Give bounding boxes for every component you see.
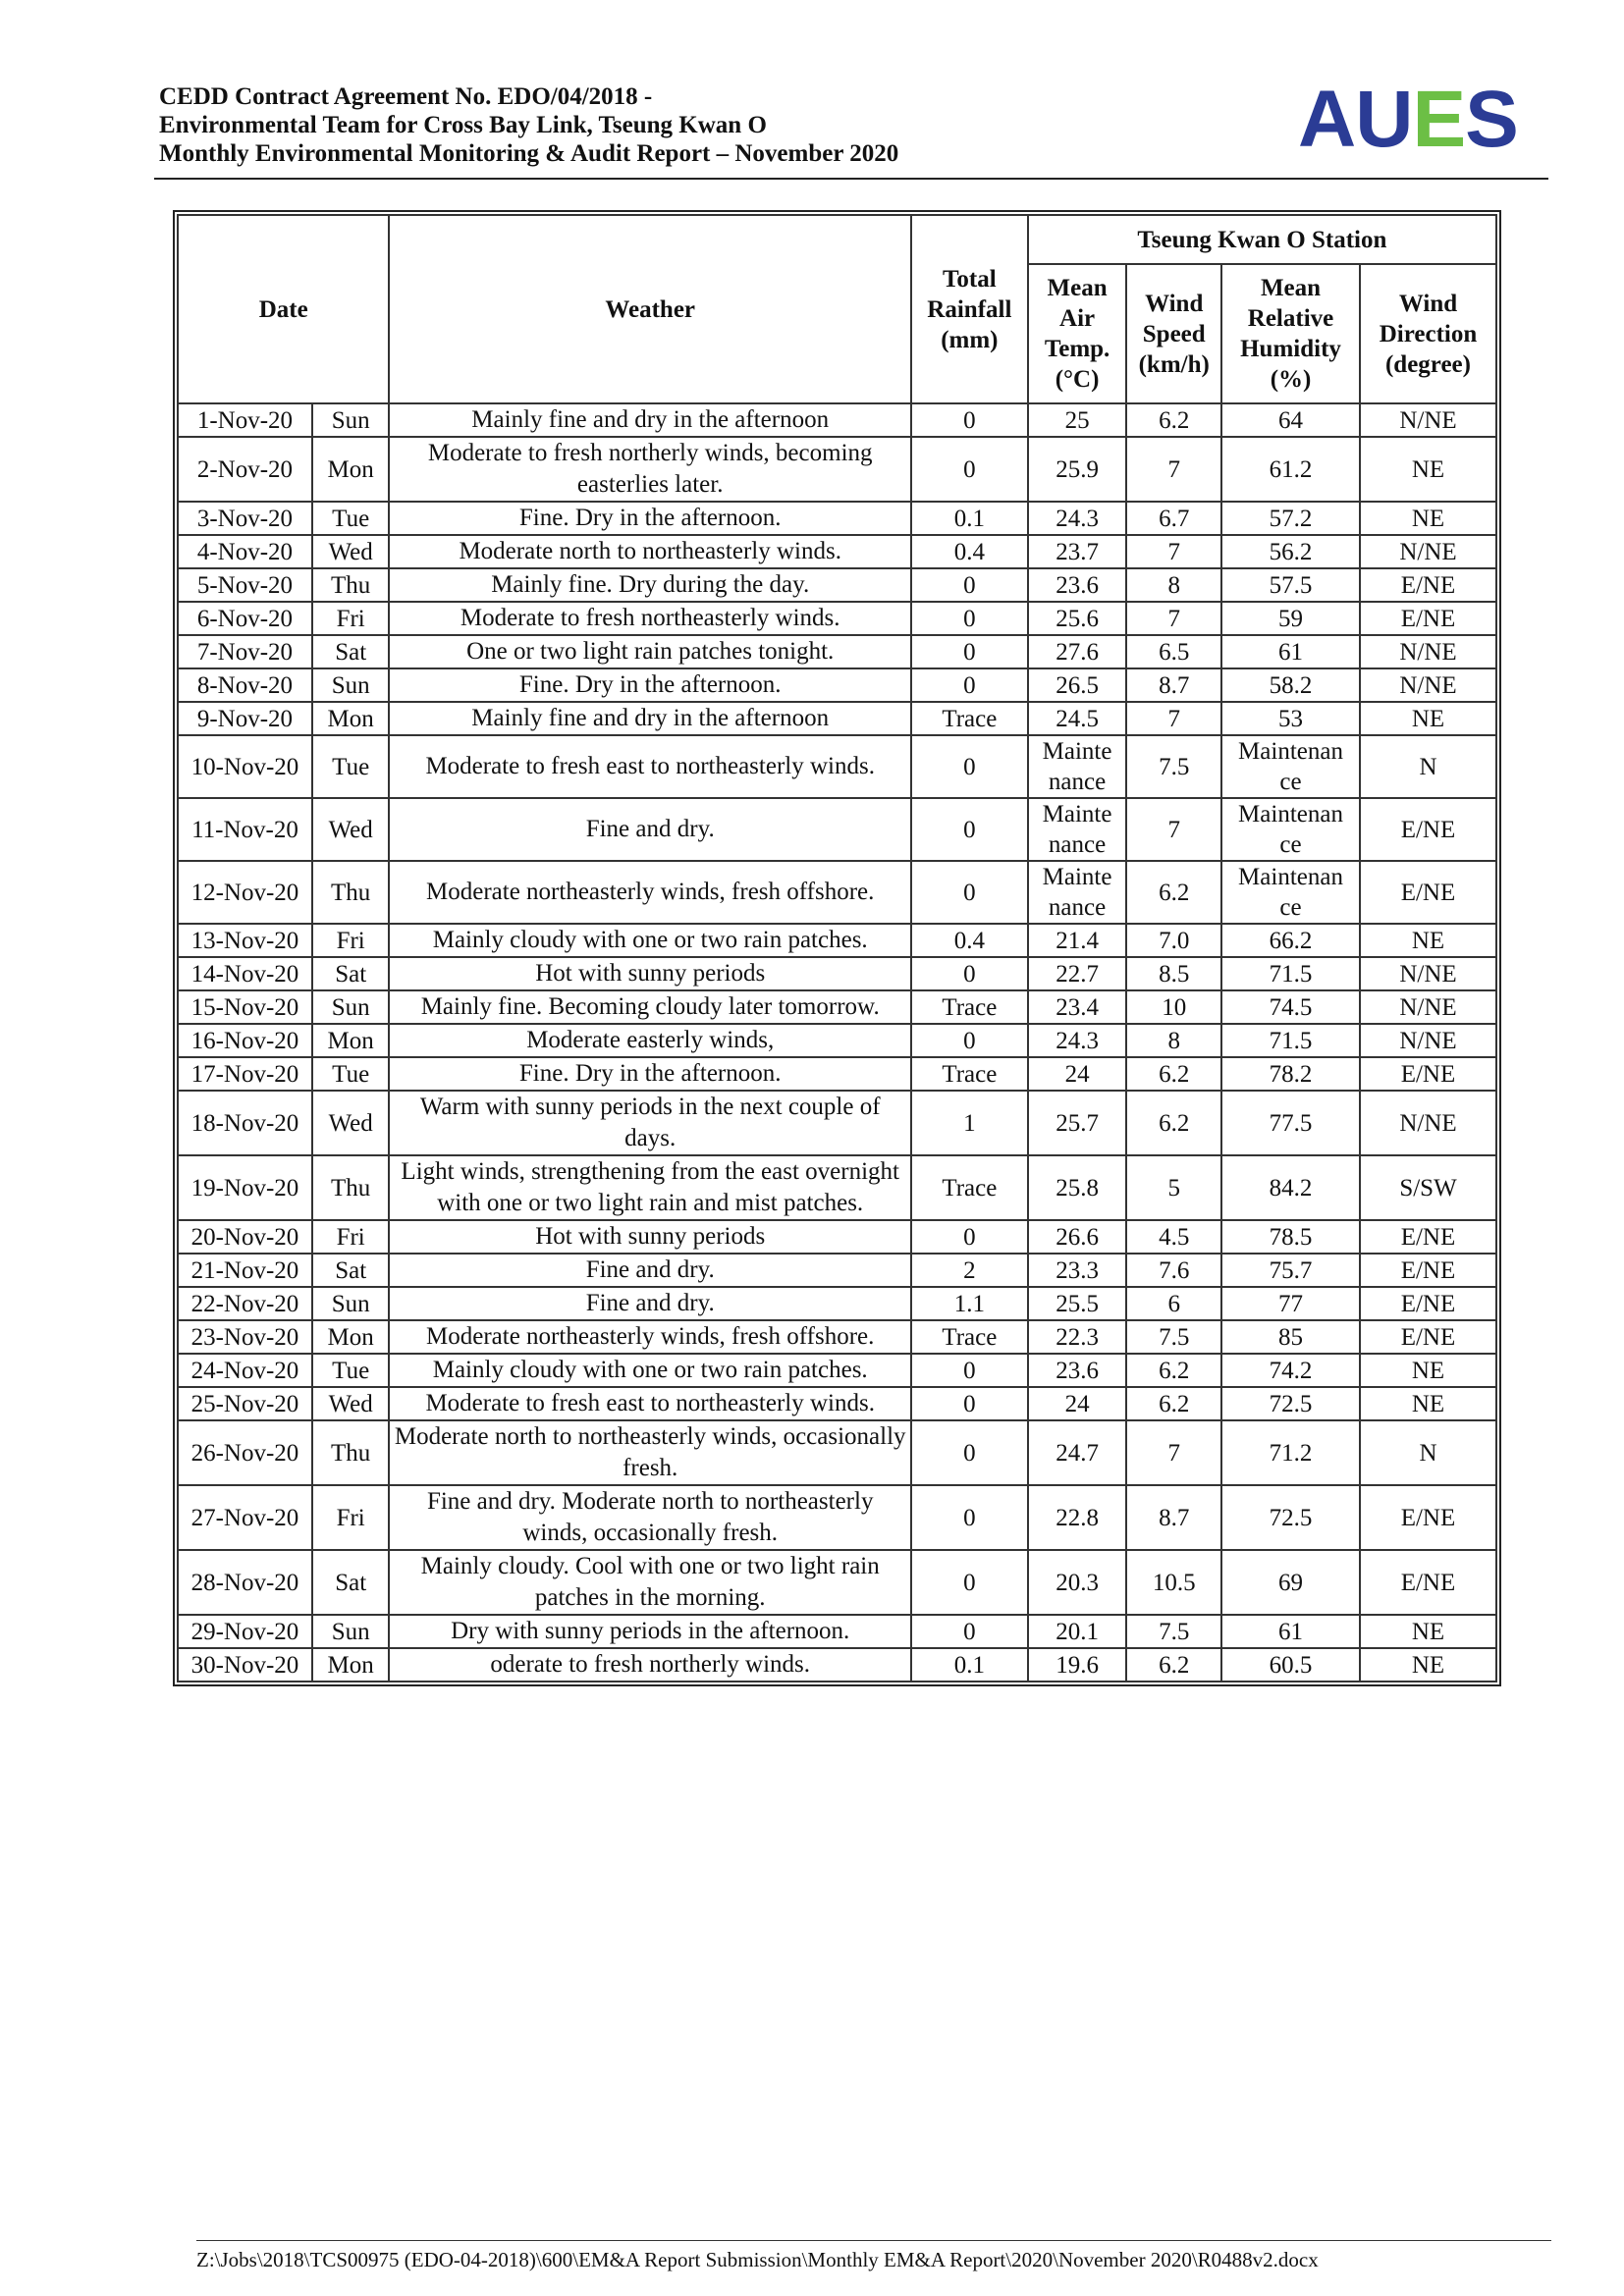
cell-wind-speed: 6 — [1126, 1287, 1221, 1320]
header-date: Date — [178, 215, 389, 403]
table-body — [178, 403, 1496, 1682]
cell-day: Wed — [312, 798, 390, 861]
table-row — [178, 924, 1496, 957]
header-station: Tseung Kwan O Station — [1028, 215, 1496, 264]
cell-humidity: 56.2 — [1221, 535, 1360, 568]
cell-temp: 24 — [1028, 1387, 1127, 1420]
cell-wind-direction: S/SW — [1360, 1155, 1496, 1220]
cell-weather: Fine and dry. — [389, 1254, 911, 1287]
cell-date: 25-Nov-20 — [178, 1387, 312, 1420]
cell-day: Wed — [312, 535, 390, 568]
cell-rainfall: 0 — [911, 1024, 1028, 1057]
cell-date: 8-Nov-20 — [178, 668, 312, 702]
cell-humidity: 84.2 — [1221, 1155, 1360, 1220]
table-row — [178, 1354, 1496, 1387]
cell-weather: Mainly cloudy with one or two rain patches. — [389, 924, 911, 957]
cell-rainfall: 1.1 — [911, 1287, 1028, 1320]
table-row — [178, 1254, 1496, 1287]
cell-weather: Fine and dry. Moderate north to northeasterly winds, occasionally fresh. — [389, 1485, 911, 1550]
cell-day: Sat — [312, 957, 390, 990]
cell-weather: Dry with sunny periods in the afternoon. — [389, 1615, 911, 1648]
table-row — [178, 1648, 1496, 1682]
cell-weather: Moderate easterly winds, — [389, 1024, 911, 1057]
header-wind-direction: Wind Direction (degree) — [1360, 264, 1496, 403]
cell-temp: 25.5 — [1028, 1287, 1127, 1320]
cell-date: 3-Nov-20 — [178, 502, 312, 535]
cell-humidity: 61 — [1221, 1615, 1360, 1648]
cell-date: 15-Nov-20 — [178, 990, 312, 1024]
cell-wind-speed: 10.5 — [1126, 1550, 1221, 1615]
header-divider — [154, 178, 1548, 180]
cell-wind-direction: NE — [1360, 1648, 1496, 1682]
cell-day: Tue — [312, 1057, 390, 1091]
cell-temp: 20.1 — [1028, 1615, 1127, 1648]
cell-temp: 25.9 — [1028, 437, 1127, 502]
cell-weather: Fine. Dry in the afternoon. — [389, 502, 911, 535]
weather-table-frame — [173, 210, 1501, 1686]
cell-day: Tue — [312, 502, 390, 535]
cell-humidity: 78.5 — [1221, 1220, 1360, 1254]
cell-wind-speed: 4.5 — [1126, 1220, 1221, 1254]
cell-weather: Fine and dry. — [389, 1287, 911, 1320]
header-wind-speed: Wind Speed (km/h) — [1126, 264, 1221, 403]
footer-divider — [196, 2240, 1551, 2241]
cell-rainfall: 0 — [911, 1220, 1028, 1254]
table-row — [178, 403, 1496, 437]
cell-date: 29-Nov-20 — [178, 1615, 312, 1648]
cell-day: Thu — [312, 861, 390, 924]
table-row — [178, 861, 1496, 924]
cell-rainfall: 0 — [911, 1420, 1028, 1485]
cell-weather: Moderate to fresh northerly winds, becoming easterlies later. — [389, 437, 911, 502]
table-row — [178, 1220, 1496, 1254]
cell-rainfall: 0 — [911, 668, 1028, 702]
cell-wind-speed: 6.5 — [1126, 635, 1221, 668]
cell-temp: 26.5 — [1028, 668, 1127, 702]
header-humidity: Mean Relative Humidity (%) — [1221, 264, 1360, 403]
cell-date: 5-Nov-20 — [178, 568, 312, 602]
logo-text-part1: AU — [1298, 75, 1413, 164]
cell-date: 23-Nov-20 — [178, 1320, 312, 1354]
cell-humidity: 57.5 — [1221, 568, 1360, 602]
cell-day: Sat — [312, 635, 390, 668]
cell-wind-speed: 6.2 — [1126, 861, 1221, 924]
table-row — [178, 1024, 1496, 1057]
cell-wind-speed: 7 — [1126, 535, 1221, 568]
cell-weather: Moderate northeasterly winds, fresh offshore. — [389, 861, 911, 924]
cell-date: 19-Nov-20 — [178, 1155, 312, 1220]
cell-weather: Moderate to fresh northeasterly winds. — [389, 602, 911, 635]
cell-wind-speed: 7 — [1126, 1420, 1221, 1485]
logo-text-part2: E — [1412, 75, 1466, 164]
cell-wind-direction: N/NE — [1360, 535, 1496, 568]
cell-date: 24-Nov-20 — [178, 1354, 312, 1387]
cell-humidity: 74.2 — [1221, 1354, 1360, 1387]
cell-temp: 22.7 — [1028, 957, 1127, 990]
cell-rainfall: 0 — [911, 568, 1028, 602]
cell-humidity: 74.5 — [1221, 990, 1360, 1024]
table-row — [178, 735, 1496, 798]
cell-rainfall: 0 — [911, 735, 1028, 798]
cell-wind-speed: 8 — [1126, 1024, 1221, 1057]
cell-day: Fri — [312, 1220, 390, 1254]
cell-weather: Mainly cloudy. Cool with one or two light rain patches in the morning. — [389, 1550, 911, 1615]
cell-wind-speed: 7.5 — [1126, 735, 1221, 798]
cell-weather: Fine. Dry in the afternoon. — [389, 1057, 911, 1091]
table-row — [178, 990, 1496, 1024]
cell-humidity: 72.5 — [1221, 1387, 1360, 1420]
cell-wind-direction: N/NE — [1360, 403, 1496, 437]
cell-day: Sun — [312, 1287, 390, 1320]
cell-wind-speed: 7 — [1126, 798, 1221, 861]
cell-temp: Mainte nance — [1028, 735, 1127, 798]
cell-wind-direction: N/NE — [1360, 668, 1496, 702]
aues-logo — [1298, 75, 1518, 164]
cell-temp: 25.6 — [1028, 602, 1127, 635]
cell-day: Sun — [312, 668, 390, 702]
cell-rainfall: 0 — [911, 1485, 1028, 1550]
cell-wind-direction: N — [1360, 735, 1496, 798]
cell-weather: Mainly fine. Dry during the day. — [389, 568, 911, 602]
table-row — [178, 668, 1496, 702]
cell-humidity: 71.5 — [1221, 1024, 1360, 1057]
cell-day: Fri — [312, 602, 390, 635]
cell-wind-speed: 6.2 — [1126, 1057, 1221, 1091]
cell-rainfall: 0 — [911, 957, 1028, 990]
cell-date: 6-Nov-20 — [178, 602, 312, 635]
cell-date: 27-Nov-20 — [178, 1485, 312, 1550]
cell-rainfall: 0 — [911, 437, 1028, 502]
table-row — [178, 1320, 1496, 1354]
cell-date: 16-Nov-20 — [178, 1024, 312, 1057]
cell-date: 17-Nov-20 — [178, 1057, 312, 1091]
cell-day: Mon — [312, 1648, 390, 1682]
cell-wind-speed: 6.2 — [1126, 403, 1221, 437]
table-row — [178, 1550, 1496, 1615]
cell-date: 26-Nov-20 — [178, 1420, 312, 1485]
cell-temp: 24.5 — [1028, 702, 1127, 735]
cell-wind-speed: 6.2 — [1126, 1648, 1221, 1682]
cell-wind-speed: 8.7 — [1126, 1485, 1221, 1550]
cell-rainfall: 0 — [911, 602, 1028, 635]
table-row — [178, 568, 1496, 602]
cell-wind-direction: NE — [1360, 1387, 1496, 1420]
cell-humidity: 60.5 — [1221, 1648, 1360, 1682]
cell-date: 4-Nov-20 — [178, 535, 312, 568]
table-row — [178, 1485, 1496, 1550]
cell-day: Mon — [312, 437, 390, 502]
cell-wind-speed: 7.6 — [1126, 1254, 1221, 1287]
cell-humidity: 77.5 — [1221, 1091, 1360, 1155]
cell-wind-direction: NE — [1360, 924, 1496, 957]
cell-date: 22-Nov-20 — [178, 1287, 312, 1320]
cell-date: 2-Nov-20 — [178, 437, 312, 502]
cell-rainfall: 0 — [911, 861, 1028, 924]
cell-humidity: 66.2 — [1221, 924, 1360, 957]
cell-weather: Moderate to fresh east to northeasterly winds. — [389, 735, 911, 798]
cell-humidity: Maintenan ce — [1221, 735, 1360, 798]
cell-wind-direction: E/NE — [1360, 861, 1496, 924]
cell-humidity: 75.7 — [1221, 1254, 1360, 1287]
cell-weather: Light winds, strengthening from the east overnight with one or two light rain and mist patches. — [389, 1155, 911, 1220]
cell-date: 30-Nov-20 — [178, 1648, 312, 1682]
cell-wind-speed: 6.2 — [1126, 1354, 1221, 1387]
cell-humidity: 69 — [1221, 1550, 1360, 1615]
cell-wind-direction: NE — [1360, 437, 1496, 502]
cell-wind-direction: E/NE — [1360, 1287, 1496, 1320]
cell-rainfall: Trace — [911, 1320, 1028, 1354]
cell-humidity: 57.2 — [1221, 502, 1360, 535]
cell-wind-direction: E/NE — [1360, 568, 1496, 602]
cell-date: 28-Nov-20 — [178, 1550, 312, 1615]
cell-wind-direction: N/NE — [1360, 957, 1496, 990]
table-header-row-1 — [178, 215, 1496, 264]
cell-day: Thu — [312, 1155, 390, 1220]
cell-wind-direction: NE — [1360, 1615, 1496, 1648]
table-row — [178, 1057, 1496, 1091]
cell-wind-direction: N/NE — [1360, 1024, 1496, 1057]
cell-temp: 24 — [1028, 1057, 1127, 1091]
cell-rainfall: 0.4 — [911, 924, 1028, 957]
table-row — [178, 1420, 1496, 1485]
header-project-line: Environmental Team for Cross Bay Link, Tseung Kwan O — [159, 112, 767, 138]
cell-wind-direction: E/NE — [1360, 1220, 1496, 1254]
cell-wind-direction: E/NE — [1360, 602, 1496, 635]
header-contract-line: CEDD Contract Agreement No. EDO/04/2018 - — [159, 83, 653, 110]
cell-rainfall: 0 — [911, 1354, 1028, 1387]
cell-humidity: Maintenan ce — [1221, 798, 1360, 861]
cell-temp: 23.6 — [1028, 568, 1127, 602]
cell-date: 7-Nov-20 — [178, 635, 312, 668]
cell-rainfall: 0 — [911, 1387, 1028, 1420]
table-row — [178, 1615, 1496, 1648]
cell-temp: 19.6 — [1028, 1648, 1127, 1682]
cell-weather: Hot with sunny periods — [389, 1220, 911, 1254]
cell-wind-speed: 8 — [1126, 568, 1221, 602]
cell-temp: 25.8 — [1028, 1155, 1127, 1220]
cell-rainfall: Trace — [911, 1057, 1028, 1091]
cell-temp: 23.7 — [1028, 535, 1127, 568]
cell-wind-speed: 7.5 — [1126, 1320, 1221, 1354]
cell-date: 20-Nov-20 — [178, 1220, 312, 1254]
cell-wind-speed: 7 — [1126, 702, 1221, 735]
table-row — [178, 437, 1496, 502]
cell-wind-speed: 7 — [1126, 602, 1221, 635]
cell-day: Mon — [312, 702, 390, 735]
cell-humidity: 72.5 — [1221, 1485, 1360, 1550]
cell-weather: Mainly fine. Becoming cloudy later tomorrow. — [389, 990, 911, 1024]
cell-temp: 21.4 — [1028, 924, 1127, 957]
cell-humidity: 78.2 — [1221, 1057, 1360, 1091]
cell-rainfall: 0.4 — [911, 535, 1028, 568]
cell-weather: Mainly cloudy with one or two rain patches. — [389, 1354, 911, 1387]
cell-rainfall: 0 — [911, 403, 1028, 437]
cell-wind-speed: 7.0 — [1126, 924, 1221, 957]
cell-wind-speed: 6.2 — [1126, 1387, 1221, 1420]
header-rainfall: Total Rainfall (mm) — [911, 215, 1028, 403]
cell-wind-direction: E/NE — [1360, 798, 1496, 861]
cell-humidity: 64 — [1221, 403, 1360, 437]
cell-date: 14-Nov-20 — [178, 957, 312, 990]
cell-wind-speed: 6.2 — [1126, 1091, 1221, 1155]
cell-rainfall: 0.1 — [911, 1648, 1028, 1682]
cell-temp: 25.7 — [1028, 1091, 1127, 1155]
cell-humidity: 71.2 — [1221, 1420, 1360, 1485]
cell-day: Sun — [312, 1615, 390, 1648]
cell-rainfall: 0 — [911, 798, 1028, 861]
table-row — [178, 1387, 1496, 1420]
table-row — [178, 957, 1496, 990]
cell-day: Fri — [312, 924, 390, 957]
cell-day: Sat — [312, 1550, 390, 1615]
cell-wind-direction: E/NE — [1360, 1057, 1496, 1091]
cell-day: Sun — [312, 990, 390, 1024]
cell-temp: Mainte nance — [1028, 861, 1127, 924]
cell-humidity: 61 — [1221, 635, 1360, 668]
cell-weather: oderate to fresh northerly winds. — [389, 1648, 911, 1682]
cell-date: 18-Nov-20 — [178, 1091, 312, 1155]
cell-wind-speed: 10 — [1126, 990, 1221, 1024]
cell-date: 9-Nov-20 — [178, 702, 312, 735]
cell-temp: 23.6 — [1028, 1354, 1127, 1387]
cell-wind-direction: E/NE — [1360, 1254, 1496, 1287]
cell-humidity: Maintenan ce — [1221, 861, 1360, 924]
cell-day: Wed — [312, 1091, 390, 1155]
cell-weather: Fine and dry. — [389, 798, 911, 861]
cell-temp: 24.3 — [1028, 1024, 1127, 1057]
table-row — [178, 1287, 1496, 1320]
cell-weather: Mainly fine and dry in the afternoon — [389, 403, 911, 437]
cell-temp: 27.6 — [1028, 635, 1127, 668]
cell-wind-speed: 7 — [1126, 437, 1221, 502]
cell-humidity: 58.2 — [1221, 668, 1360, 702]
cell-rainfall: Trace — [911, 990, 1028, 1024]
cell-rainfall: 0 — [911, 1615, 1028, 1648]
cell-wind-speed: 7.5 — [1126, 1615, 1221, 1648]
cell-temp: Mainte nance — [1028, 798, 1127, 861]
weather-table — [177, 214, 1497, 1682]
cell-weather: Hot with sunny periods — [389, 957, 911, 990]
cell-day: Wed — [312, 1387, 390, 1420]
logo-text-part3: S — [1465, 75, 1518, 164]
table-row — [178, 635, 1496, 668]
cell-wind-direction: N/NE — [1360, 990, 1496, 1024]
cell-wind-direction: NE — [1360, 1354, 1496, 1387]
table-row — [178, 1155, 1496, 1220]
cell-weather: Mainly fine and dry in the afternoon — [389, 702, 911, 735]
cell-temp: 22.3 — [1028, 1320, 1127, 1354]
table-row — [178, 535, 1496, 568]
table-row — [178, 1091, 1496, 1155]
cell-wind-speed: 8.7 — [1126, 668, 1221, 702]
table-row — [178, 602, 1496, 635]
cell-weather: Moderate north to northeasterly winds, occasionally fresh. — [389, 1420, 911, 1485]
cell-wind-direction: NE — [1360, 502, 1496, 535]
cell-rainfall: 0 — [911, 635, 1028, 668]
cell-humidity: 77 — [1221, 1287, 1360, 1320]
cell-rainfall: Trace — [911, 702, 1028, 735]
cell-temp: 22.8 — [1028, 1485, 1127, 1550]
cell-weather: Warm with sunny periods in the next couple of days. — [389, 1091, 911, 1155]
header-weather: Weather — [389, 215, 911, 403]
table-row — [178, 702, 1496, 735]
cell-wind-speed: 8.5 — [1126, 957, 1221, 990]
cell-weather: Fine. Dry in the afternoon. — [389, 668, 911, 702]
cell-day: Tue — [312, 735, 390, 798]
cell-rainfall: 1 — [911, 1091, 1028, 1155]
cell-humidity: 61.2 — [1221, 437, 1360, 502]
cell-rainfall: 0.1 — [911, 502, 1028, 535]
cell-rainfall: 2 — [911, 1254, 1028, 1287]
cell-day: Fri — [312, 1485, 390, 1550]
cell-temp: 26.6 — [1028, 1220, 1127, 1254]
cell-wind-direction: N — [1360, 1420, 1496, 1485]
cell-wind-direction: N/NE — [1360, 1091, 1496, 1155]
cell-date: 1-Nov-20 — [178, 403, 312, 437]
cell-temp: 24.7 — [1028, 1420, 1127, 1485]
cell-weather: Moderate northeasterly winds, fresh offshore. — [389, 1320, 911, 1354]
cell-day: Sun — [312, 403, 390, 437]
cell-weather: Moderate to fresh east to northeasterly winds. — [389, 1387, 911, 1420]
cell-day: Mon — [312, 1320, 390, 1354]
header-report-line: Monthly Environmental Monitoring & Audit Report – November 2020 — [159, 140, 899, 167]
cell-day: Sat — [312, 1254, 390, 1287]
cell-date: 21-Nov-20 — [178, 1254, 312, 1287]
cell-wind-direction: E/NE — [1360, 1485, 1496, 1550]
table-row — [178, 502, 1496, 535]
cell-humidity: 53 — [1221, 702, 1360, 735]
header-temp: Mean Air Temp. (°C) — [1028, 264, 1127, 403]
cell-day: Tue — [312, 1354, 390, 1387]
cell-date: 12-Nov-20 — [178, 861, 312, 924]
cell-wind-direction: E/NE — [1360, 1320, 1496, 1354]
cell-temp: 23.4 — [1028, 990, 1127, 1024]
cell-temp: 23.3 — [1028, 1254, 1127, 1287]
cell-humidity: 59 — [1221, 602, 1360, 635]
cell-day: Thu — [312, 568, 390, 602]
cell-wind-speed: 6.7 — [1126, 502, 1221, 535]
cell-humidity: 85 — [1221, 1320, 1360, 1354]
cell-wind-direction: NE — [1360, 702, 1496, 735]
cell-date: 11-Nov-20 — [178, 798, 312, 861]
cell-wind-direction: N/NE — [1360, 635, 1496, 668]
cell-rainfall: 0 — [911, 1550, 1028, 1615]
cell-day: Thu — [312, 1420, 390, 1485]
cell-humidity: 71.5 — [1221, 957, 1360, 990]
cell-wind-direction: E/NE — [1360, 1550, 1496, 1615]
cell-wind-speed: 5 — [1126, 1155, 1221, 1220]
cell-date: 13-Nov-20 — [178, 924, 312, 957]
cell-weather: Moderate north to northeasterly winds. — [389, 535, 911, 568]
cell-temp: 24.3 — [1028, 502, 1127, 535]
cell-weather: One or two light rain patches tonight. — [389, 635, 911, 668]
table-row — [178, 798, 1496, 861]
cell-date: 10-Nov-20 — [178, 735, 312, 798]
cell-temp: 25 — [1028, 403, 1127, 437]
footer-file-path: Z:\Jobs\2018\TCS00975 (EDO-04-2018)\600\EM&A Report Submission\Monthly EM&A Report\2020\November 2020\R0488v2.docx — [196, 2248, 1319, 2271]
cell-rainfall: Trace — [911, 1155, 1028, 1220]
cell-temp: 20.3 — [1028, 1550, 1127, 1615]
cell-day: Mon — [312, 1024, 390, 1057]
